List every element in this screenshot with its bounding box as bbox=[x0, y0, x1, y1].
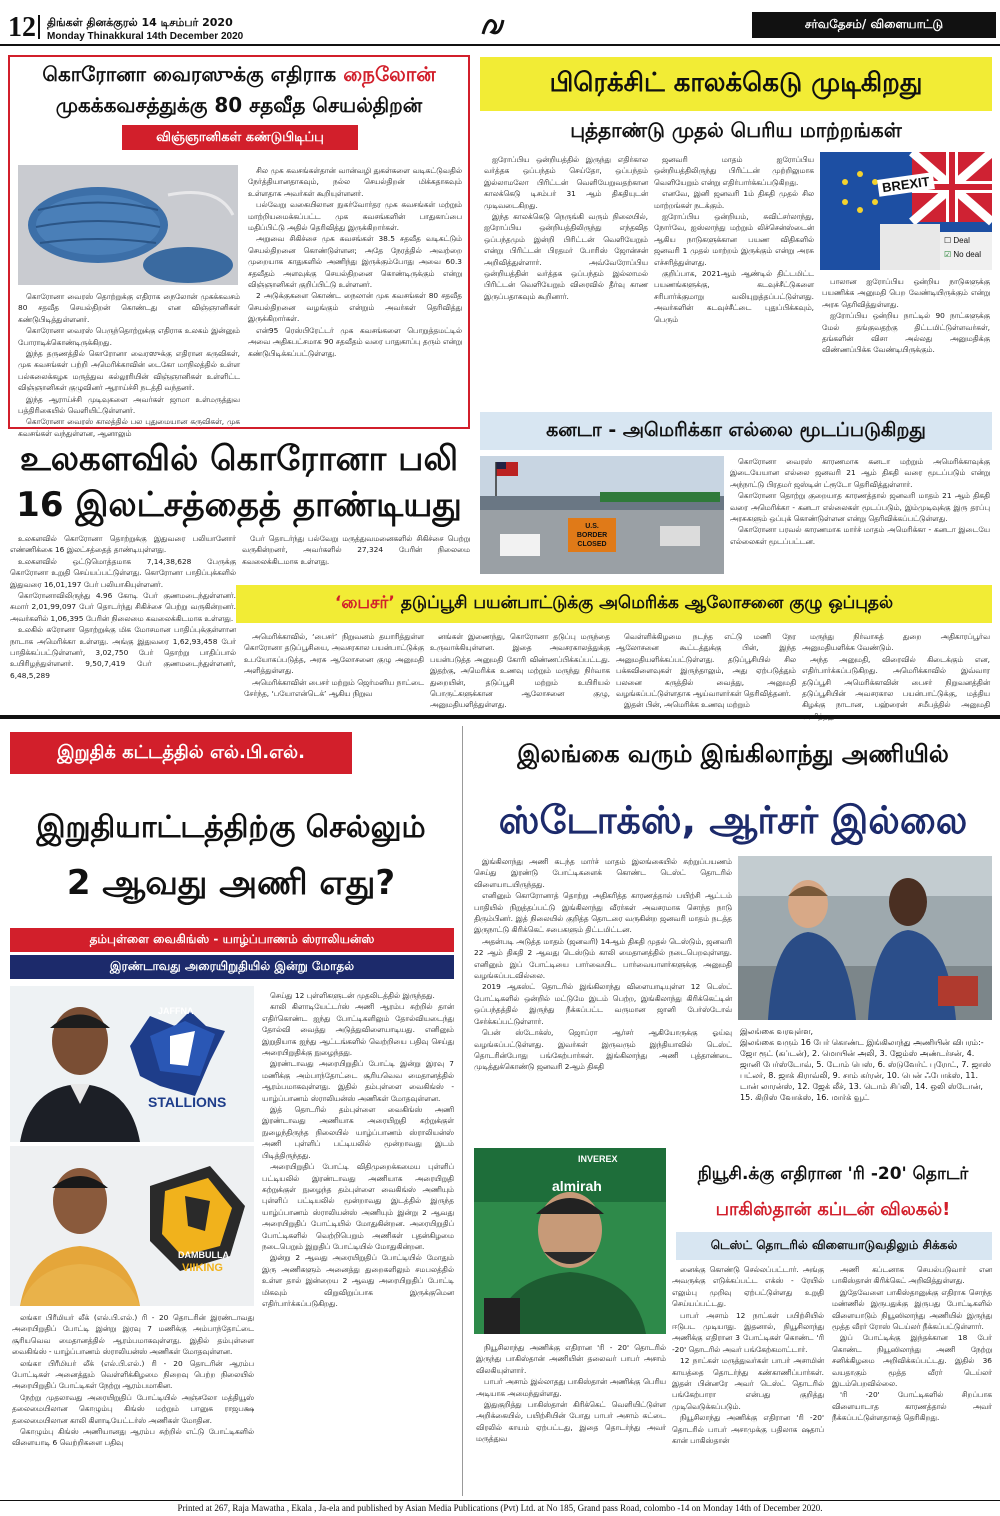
nodeal-checkbox-icon: ☑ bbox=[944, 250, 952, 259]
masthead-date-tamil: திங்கள் தினக்குரல் 14 டிசம்பர் 2020 bbox=[47, 16, 233, 29]
jaffna-player-photo bbox=[10, 986, 254, 1142]
pfizer-col2-p1: னங்கள் இணைந்து, கொரோனா தடுப்பு மருந்தை உருவாக்கியுள்ளன. இதை அவசரகாலத்துக்கு பயன்படுத்த அனுமதி கோரி விண்ணப்பிக்கப்பட்டது. இதற்கு, அமெரிக்க உணவு மற்றும் மருந்து நிர்வாக துறையின், தடுப்பூசி மற்றும் உயிரியல் பொருட்களுக்கான ஆலோசனை குழு, அனுமதியளித்துள்ளது. bbox=[430, 632, 610, 710]
deal-checkbox-icon: ☐ bbox=[944, 236, 952, 245]
lpl-col2-p3: இரண்டாவது அரையிறுதிப் போட்டி இன்று இரவு 7 மணிக்கு அம்பாந்தோட்டை சூரியவெவ மைதானத்தில் ஆரம்பமாகவுள்ளது. இதில் தம்புள்ளை வைகிங்ஸ் - யாழ்ப்பாணம் ஸ்ராலியன்ஸ் அணிகள் மோதவுள்ளன. bbox=[262, 1059, 454, 1103]
dambulla-player-photo bbox=[10, 1146, 254, 1306]
pakistan-headline-line2: பாகிஸ்தான் கப்டன் விலகல்! bbox=[715, 1199, 951, 1220]
deaths-col1-p2: உலகளவில் ஒட்டுமொத்தமாக 7,14,38,628 பேருக்கு கொரோனா உறுதி செய்யப்பட்டுள்ளது. கொரோனா பாதிப்புக்களில் இதுவரை 16,01,197 பேர் பலியாகியுள்ளனர். bbox=[10, 556, 236, 589]
brexit-col2-p1: ஜனவரி மாதம் ஐரோப்பிய ஒன்றியத்திலிருந்து பிரிட்டன் முற்றிலுமாக வெளியேறும் என்று எதிர்பார்க்கப்படுகிறது. bbox=[654, 155, 814, 187]
dambulla-logo-line2: VIIKING bbox=[182, 1262, 223, 1274]
lpl-sub2-text: இரண்டாவது அரையிறுதியில் இன்று மோதல் bbox=[109, 959, 355, 973]
pakistan-headline-line1: நியூசி.க்கு எதிரான 'ரி -20' தொடர் bbox=[697, 1164, 969, 1184]
england-squad-caption bbox=[740, 1026, 992, 1144]
brexit-col1-p1: ஐரோப்பிய ஒன்றியத்தில் இருந்து எதிர்கால வர்த்தக ஒப்பந்தம் செய்தோ, ஒப்பந்தம் இல்லாமலோ பிரிட்டன் வெளியேறுவதற்கான காலக்கெடு டிசம்பர் 31 ஆம் திகதியுடன் முடிவடைகிறது. bbox=[484, 155, 648, 210]
inverex-banner-text: INVEREX bbox=[578, 1154, 618, 1164]
lpl-sub1-text: தம்புள்ளை வைகிங்ஸ் - யாழ்ப்பாணம் ஸ்ராலியன்ஸ் bbox=[89, 932, 375, 946]
nylon-headline-highlight: நைலோன் bbox=[343, 62, 436, 86]
nylon-col1-p5: கொரோனா வைரஸ் காலத்தில் பல புதுமையான கருவிகள், முக கவசங்கள் வந்துள்ளன, ஆனாலும் bbox=[18, 417, 240, 438]
england-caption: இலங்கை வரும் 16 பேர் கொண்ட இங்கிலாந்து அணியின் விபரம்:- bbox=[740, 1038, 984, 1047]
nylon-mask-story bbox=[8, 55, 470, 438]
deaths-col1-p3: கொரோனாவிலிருந்து 4.96 கோடி பேர் குணமடைந்துள்ளனர். சுமார் 2,01,99,097 பேர் தொடர்ந்து சிகிச்சை பெற்று வருகின்றனர். அவர்களில் 1,06,395 பேரின் நிலைமை கவலைக்கிடமாக உள்ளது. bbox=[10, 591, 236, 623]
stokes-archer-photo bbox=[738, 856, 992, 1020]
brexit-col3-p2: ஐரோப்பிய ஒன்றிய நாட்டில் 90 நாட்களுக்கு மேல் தங்குவதற்கு திட்டமிட்டுள்ளவர்கள், தங்களின் விசா அல்லது அனுமதிக்கு விண்ணப்பிக்க வேண்டியிருக்கும். bbox=[822, 311, 990, 355]
border-photo bbox=[480, 456, 724, 574]
deaths-col1 bbox=[10, 533, 236, 699]
footer-imprint: Printed at 267, Raja Mawatha , Ekala , Ja-ela and published by Asian Media Publications (Pvt) Ltd. at No 185, Grand pass Road, colombo -14 on Monday 14th of December 2020. bbox=[177, 1503, 823, 1513]
pakistan-subhead-text: டெஸ்ட் தொடரில் விளையாடுவதிலும் சிக்கல் bbox=[710, 1238, 958, 1252]
brexit-col3-p1: பாலான ஐரோப்பிய ஒன்றிய நாடுகளுக்கு பயணிக்க அனுமதி பெற வேண்டியிருக்கும் என்று அரசு தெரிவித்துள்ளது. bbox=[822, 277, 990, 309]
lpl-col1 bbox=[12, 1312, 254, 1496]
pakistan-col1-p1: நியூசிலாந்து அணிக்கு எதிரான 'ரி - 20' தொடரில் இருந்து பாகிஸ்தான் அணியின் தலைவர் பாபர் அசாம் விலகியுள்ளார். bbox=[476, 1343, 666, 1375]
nodeal-checkbox-label bbox=[944, 250, 981, 259]
canada-p1: கொரோனா வைரஸ் காரணமாக கனடா மற்றும் அமெரிக்காவுக்கு இடையேயான எல்லை ஜனவரி 21 ஆம் திகதி வரை மூடப்படும் என்று அந்நாட்டு பிரதமர் ஜஸ்டின் ட்ரூடோ தெரிவித்துள்ளார். bbox=[730, 457, 990, 489]
pfizer-col3-p1: வெள்ளிக்கிழமை நடந்த எட்டு மணி நேர ஆலோசனை கூட்டத்துக்கு பின், இந்த அனுமதியளிக்கப்பட்டுள்ளது. தடுப்பூசியில் சில பக்கவிளைவுகள் இருந்தாலும், அது ஏற்படுத்தும் பலனை கருத்தில் வைத்து, அனுமதி வழங்கப்பட்டுள்ளதாக ஆய்வாளர்கள் தெரிவித்தனர். bbox=[616, 632, 796, 699]
nylon-col2-p5: என்95 ரெஸ்பிரேட்டர் முக கவசங்களை பொறுத்தமட்டில் அவை அதிகபட்சமாக 90 சதவீதம் வரை பாதுகாப்பு தரும் என்று கண்டுபிடிக்கப்பட்டுள்ளது. bbox=[248, 325, 462, 358]
nylon-headline-line2: முகக்கவசத்துக்கு 80 சதவீத செயல்திறன் bbox=[55, 93, 423, 117]
brexit-col3 bbox=[822, 276, 990, 406]
england-p1: இங்கிலாந்து அணி கடந்த மார்ச் மாதம் இலங்கையில் சுற்றுப்பயணம் செய்து இரண்டு போட்டிகளைக் கொண்ட டெஸ்ட் தொடரில் விளையாடயிருந்தது. bbox=[474, 857, 732, 889]
nylon-col2-p3: அறுவை சிகிச்சை முக கவசங்கள் 38.5 சதவீத வடிகட்டும் செயல்திறனை கொண்டுள்ளன; அதே நேரத்தில் அவற்றை முறையாக காதுகளில் அணிந்து இருக்கும்போது அவை 60.3 சதவீதம் அளவுக்கு செயல்திறனை கொண்டிருக்கும் என்று விஞ்ஞானிகள் குறிப்பிட்டு உள்ளனர். bbox=[248, 234, 462, 290]
pfizer-col3 bbox=[616, 631, 796, 710]
brexit-col1 bbox=[484, 154, 648, 406]
nylon-col2 bbox=[248, 165, 462, 425]
england-headline-line2: ஸ்டோக்ஸ், ஆர்சர் இல்லை bbox=[498, 798, 968, 842]
lpl-sub1 bbox=[10, 928, 454, 952]
pfizer-col1 bbox=[244, 631, 424, 703]
nylon-col1-p2: கொரோனா வைரஸ் பெருந்தொற்றுக்கு எதிராக உலகம் இன்னும் போராடிக்கொண்டிருக்கிறது. bbox=[18, 326, 240, 347]
lpl-col2-p2: காலி கிளாடியேட்டர்ஸ் அணி ஆரம்ப சுற்றில் தான் எதிர்கொண்ட ஐந்து போட்டிகளிலும் தோல்வியடைந்து தோல்வி வைத்து அடுத்துவிளையாடியது. எனினும் இறுதியாக ஐந்து ஆட்டங்களில் வெற்றியை பதிவு செய்து அரையிறுதிக்கு நுழைந்தது. bbox=[262, 1002, 454, 1058]
nylon-headline-line1 bbox=[10, 60, 468, 88]
pfizer-col1-p1: அமெரிக்காவில், ‘பைசர்’ நிறுவனம் தயாரித்துள்ள கொரோனா தடுப்பூசியை, அவசரகால பயன்பாட்டுக்கு உபயோகப்படுத்த, அரசு ஆலோசனை குழு அனுமதி அளித்துள்ளது. bbox=[244, 632, 424, 676]
brexit-col1-p2: இந்த காலக்கெடு நெருங்கி வரும் நிலையில், ஐரோப்பிய ஒன்றியத்திலிருந்து எந்தவித ஒப்பந்தமும் இன்றி பிரிட்டன் வெளியேறும் என்று பிரிட்டன் பிரதமர் போரிஸ் ஜோன்சன் அறிவித்துள்ளார். அவ்வேரோப்பிய ஒன்றியத்தின் வர்த்தக ஒப்பந்தம் இல்லாமல் பிரிட்டன் வெளியேறும் விரைவில் தீர்வு காண இருப்பதாகவும் கூறினார். bbox=[484, 212, 648, 301]
brexit-headline-banner bbox=[480, 57, 992, 111]
masthead bbox=[0, 0, 1000, 46]
deaths-col1-p1: உலகளவில் கொரோனா தொற்றுக்கு இதுவரை பலியானோர் எண்ணிக்கை 16 இலட்சத்தைத் தாண்டியுள்ளது. bbox=[10, 534, 236, 555]
pakistan-col3-p3: இப் போட்டிக்கு இந்தக்கான 18 பேர் கொண்ட நியூஸிலாந்து அணி நேற்று சனிக்கிழமை அறிவிக்கப்பட்டது. இதில் 36 வயதாகும் மூத்த வீரர் டெய்லர் இடம்பெறவில்லை. bbox=[832, 1333, 992, 1389]
vertical-column-rule bbox=[462, 726, 463, 1496]
pakistan-col2-p2: பாபர் அசாம் 12 நாட்கள் பயிற்சியில் ஈடுபட முடியாது. இதனால், நியூசிலாந்து அணிக்கு எதிரான 3 போட்டிகள் கொண்ட 'ரி -20' தொடரில் அவர் பங்கேற்கமாட்டார். bbox=[672, 1310, 824, 1354]
pakistan-subhead bbox=[676, 1232, 992, 1260]
deaths-col2 bbox=[242, 533, 470, 593]
lpl-col2-p1: செய்து 12 புள்ளிகளுடன் முதலிடத்தில் இருந்தது. bbox=[270, 991, 435, 1000]
brexit-col2-p2: எனவே, இனி ஜனவரி 1ம் திகதி முதல் சில மாற்றங்கள் நடக்கும். bbox=[654, 189, 814, 210]
canada-text bbox=[730, 456, 990, 574]
pfizer-col4-p2: அந்த அனுமதி, விரைவில் கிடைக்கும் என, எதிர்பார்க்கப்படுகிறது. அமெரிக்காவில் இவ்வார தடுப்பூசி அமெரிக்காவின் பைசர் நிறுவனத்தின் தடுப்பூசியின் அவசரகால பயன்பாட்டுக்கு, மத்திய கிழக்கு நாடான, பஹ்ரைன் சமீபத்தில் அனுமதி bbox=[802, 654, 990, 710]
pakistan-col1-p2: பாபர் அசாம் இல்லாதது பாகிஸ்தான் அணிக்கு பெரிய அடியாக அமைந்துள்ளது. bbox=[476, 1377, 666, 1398]
pfizer-col1-p2: அமெரிக்காவின் பைசர் மற்றும் ஜெர்மனிய நாட்டை சேர்ந்த, ‘பயோஎன்டெக்’ ஆகிய நிறுவ bbox=[244, 677, 424, 699]
lpl-headline-line1: இறுதியாட்டத்திற்கு செல்லும் bbox=[36, 810, 426, 845]
deal-checkbox-label bbox=[944, 236, 970, 245]
pfizer-col3-p2: இதன் பின், அமெரிக்க உணவு மற்றும் bbox=[624, 700, 750, 710]
section-label-text: சர்வதேசம்/ விளையாட்டு bbox=[804, 17, 944, 31]
nylon-col1-p3: இந்த தருணத்தில் கொரோனா வைரஸுக்கு எதிரான கருவிகள், முக கவசங்கள் பற்றி அமெரிக்காவின் டைகோ மாநிலத்தில் உள்ள பல்கலைக்கழக மருத்துவ கல்லூரியின் விஞ்ஞானிகள் உள்ளிட்ட விஞ்ஞானிகள் குழுவினர் ஆராய்ச்சி நடத்தி வந்தனர். bbox=[18, 349, 240, 393]
brexit-word: BREXIT bbox=[877, 172, 934, 197]
mask-photo bbox=[18, 165, 238, 285]
nylon-col1-p1: கொரோனா வைரஸ் தொற்றுக்கு எதிராக நைலோன் முகக்கவசம் 80 சதவீத செயல்திறன் கொண்டது என விஞ்ஞானிகள் கண்டுபிடித்துள்ளனர். bbox=[18, 292, 240, 324]
england-squad-list: ஜோ ரூட் (கப்டன்), 2. மொயின் அலி, 3. ஜேம்ஸ் அண்டர்சன், 4. ஜானி பேர்ஸ்டோவ், 5. டோம் பெஸ், 6. ஸ்டுவேர்ட் புரோட், 7. ஜாஸ் பட்லர், 8. ஜாக் கிராவ்லி, 9. சாம் கர்ரன், 10. பென் ஃபோக்ஸ், 11. டான் லாரன்ஸ், 12. ஜேக் லீச், 13. டொம் சிப்லி, 14. ஒலி ஸ்டோன், 15. கிறிஸ் வோக்ஸ், 16. மார்க் வூட் bbox=[740, 1049, 991, 1102]
brexit-headline: பிரெக்சிட் காலக்கெடு முடிகிறது bbox=[549, 67, 923, 98]
border-sign-text: U.S. BORDER CLOSED bbox=[576, 523, 608, 548]
england-p5: பென் ஸ்டோக்ஸ், ஜொப்ரா ஆர்சர் ஆகியோருக்கு ஓய்வு வழங்கப்பட்டுள்ளது. இவர்கள் இருவரும் இந்தியாவில் டெஸ்ட் தொடரின்போது பங்கேற்பார்கள். இங்கிலாந்து அணி புத்தாண்டை முடித்துக்கொண்டு ஜனவரி 2ஆம் திகதி bbox=[474, 1028, 732, 1072]
nylon-subhead bbox=[122, 125, 358, 150]
babar-azam-photo bbox=[474, 1148, 666, 1334]
pakistan-col1 bbox=[476, 1342, 666, 1496]
lpl-col2-p6: இன்று 2 ஆவது அரையிறுதிப் போட்டியில் மோதும் இரு அணிகளும் அனைத்து துறைகளிலும் சமபலத்தில் உள்ள தால் இன்றைய 2 ஆவது அரையிறுதிப் போட்டி மிகவும் விறுவிறுப்பாக இருக்குமென எதிர்பார்க்கப்படுகிறது. bbox=[262, 1253, 454, 1308]
pakistan-col1-p3: இதுகுறித்து பாகிஸ்தான் கிரிக்கெட் வெளியிட்டுள்ள அறிக்கையில், பயிற்சியின் போது பாபர் அசாம் கட்டை விரலில் காயம் ஏற்பட்டது, இதை தொடர்ந்து அவர் மருத்துவ bbox=[476, 1400, 666, 1444]
dambulla-logo-line1: DAMBULLA bbox=[178, 1250, 229, 1260]
deaths-headline-line1: உலகளவில் கொரோனா பலி bbox=[19, 439, 459, 479]
lpl-col2-p5: அரையிறுதிப் போட்டி விதிமுறைக்கமைய புள்ளிப் பட்டியலில் இரண்டாவது அணியாக அரையிறுதி சுற்றுக்குள் நுழைந்த தம்புள்ளை வைகிங்ஸ் அணியும் புள்ளிப் பட்டியலில் மூன்றாவது இடத்தில் இருந்த யாழ்ப்பாணம் ஸ்ராலியன்ஸ் அணியும் இன்று 2 ஆவது அரையிறுதிப் போட்டியில் மோதுகின்றன. அரையிறுதிப் போட்டிகளில் வெற்றிபெறும் அணிகள் புதன்கிழமை நடைபெறும் இறுதிப் போட்டியில் மோதுகின்றன. bbox=[262, 1162, 454, 1251]
page-number: 12 bbox=[8, 12, 36, 43]
brexit-puzzle-image bbox=[820, 152, 992, 270]
england-p3: அதன்படி அடுத்த மாதம் (ஜனவரி) 14ஆம் திகதி முதல் டெஸ்டும், ஜனவரி 22 ஆம் திகதி 2 ஆவது டெஸ்டும் காலி மைதானத்தில் நடைபெறவுள்ளது. எனினும் இப் போட்டியை பார்வையிட பார்வையாளர்களுக்கு அனுமதி வழங்கப்படவில்லை. bbox=[474, 936, 732, 981]
canada-headline: கனடா - அமெரிக்கா எல்லை மூடப்படுகிறது bbox=[546, 418, 926, 441]
masthead-divider bbox=[38, 15, 40, 39]
pfizer-col2 bbox=[430, 631, 610, 710]
lpl-col1-p3: நேற்று முதலாவது அரையிறுதிப் போட்டியில் அஞ்சலோ மத்தியூஸ் தலைமையிலான கொழும்பு கிங்ஸ் மற்றும் பானுக ராஜபக்ஷ தலைமையிலான காலி கிளாடியேட்டர்ஸ் அணிகள் மோதின. bbox=[12, 1392, 254, 1425]
nylon-headline-part1: கொரோனா வைரஸுக்கு எதிராக bbox=[42, 62, 337, 86]
brexit-col2-p4: குறிப்பாக, 2021ஆம் ஆண்டில் திட்டமிட்ட பயணங்களுக்கு, கடவுச்சீட்டுகளை சரிபார்க்குமாறு வலியுறுத்தப்பட்டுள்ளது. அவர்களின் கடவுச்சீட்டை புதுப்பிக்கவும், பெரும் bbox=[654, 269, 814, 324]
nylon-col2-p2: பல்வேறு வகையிலான நுகர்வோர்தர முக கவசங்கள் மற்றும் மாற்றியமைக்கப்பட்ட முக கவசங்களின் பாதுகாப்பை மதிப்பிட்டு அதில் தெரிவித்து இருக்கிறார்கள். bbox=[248, 200, 462, 233]
pakistan-col2-p1: னைக்கு கொண்டு செல்லப்பட்டார். அங்கு அவருக்கு எடுக்கப்பட்ட எக்ஸ் - ரேயில் எலும்பு முறிவு ஏற்பட்டுள்ளது உறுதி செய்யப்பட்டது. bbox=[672, 1265, 824, 1309]
pfizer-col4-p1: மருந்து நிர்வாகத் துறை அதிகாரப்பூர்வ அனுமதியளிக்க வேண்டும். bbox=[802, 632, 990, 653]
jaffna-logo-line1: JAFFNA bbox=[158, 1006, 194, 1016]
lpl-col1-p4: கொழும்பு கிங்ஸ் அணியானது ஆரம்ப சுற்றில் எட்டு போட்டிகளில் விளையாடி 6 வெற்றிகளை பதிவு bbox=[12, 1427, 254, 1448]
pfizer-headline-rest: தடுப்பூசி பயன்பாட்டுக்கு அமெரிக்க ஆலோசனை குழு ஒப்புதல் bbox=[400, 593, 894, 613]
pakistan-col3-p1: அணி கப்டனாக செயல்படுவார் என பாகிஸ்தான் கிரிக்கெட் அறிவித்துள்ளது. bbox=[832, 1265, 992, 1286]
pfizer-headline-quoted: ‘பைசர்’ bbox=[334, 593, 395, 613]
canada-p3: கொரோனா பரவல் காரணமாக மார்ச் மாதம் அமெரிக்கா - கனடா இடையே எல்லைகள் மூடப்பட்டன. bbox=[730, 525, 990, 546]
lpl-col1-p2: லங்கா பிரீமியர் லீக் (எல்.பி.எல்.) ரி - 20 தொடரின் ஆரம்ப போட்டிகள் அனைத்தும் வெள்ளிக்கிழமை நிறைவு பெற்ற நிலையில் அரையிறுதிப் போட்டிகள் நேற்று ஆரம்பமாகின. bbox=[12, 1358, 254, 1391]
pakistan-col3-p2: இதேவேளை பாகிஸ்தானுக்கு எதிராக சொந்த மண்ணில் இருபதுக்கு இருபது போட்டிகளில் விளையாடும் நியூஸிலாந்து அணியில் இருந்து மூத்த வீரர் ரோஸ் டெய்லர் நீக்கப்பட்டுள்ளார். bbox=[832, 1287, 992, 1332]
nylon-col1 bbox=[18, 291, 240, 438]
lpl-col1-p1: லங்கா பிரீமியர் லீக் (எல்.பி.எல்.) ரி - 20 தொடரின் இரண்டாவது அரையிறுதிப் போட்டி இன்று இரவு 7 மணிக்கு அம்பாந்தோட்டை சூரியவெவ மைதானத்தில் ஆரம்பமாகவுள்ளது. இதில் தம்புள்ளை வைகிங்ஸ் - யாழ்ப்பாணம் ஸ்ராலியன்ஸ் அணிகள் மோதவுள்ளன. bbox=[12, 1313, 254, 1357]
england-caption-intro: இலங்கை வரவுள்ள, bbox=[740, 1027, 814, 1036]
england-p2: எனினும் கொரோனாத் தொற்று அதிகரித்த காரணத்தால் பயிற்சி ஆட்டம் பாதியில் நிறுத்தப்பட்டு இங்கிலாந்து வீரர்கள் அவசரமாக சொந்த நாடு திரும்பினர். இத் நிலையில் குறித்த தொடரை வருகின்ற ஜனவரி மாதம் நடத்த இருநாட்டு கிரிக்கெட் சபைகளும் திட்டமிட்டன. bbox=[474, 891, 732, 935]
pakistan-col2-p4: நியூசிலாந்து அணிக்கு எதிரான 'ரி -20' தொடரில் பாபர் அசாமுக்கு பதிலாக ஷதாப் கான் பாகிஸ்தான் bbox=[672, 1413, 824, 1446]
lpl-sub2 bbox=[10, 955, 454, 979]
brexit-col2 bbox=[654, 154, 814, 406]
masthead-date-english: Monday Thinakkural 14th December 2020 bbox=[47, 31, 244, 42]
lpl-tag-text: இறுதிக் கட்டத்தில் எல்.பி.எல். bbox=[57, 741, 305, 763]
jaffna-logo-line2: STALLIONS bbox=[148, 1094, 227, 1110]
deaths-col2-p1: பேர் தொடர்ந்து பல்வேறு மருத்துவமனைகளில் சிகிச்சை பெற்று வருகின்றனர், அவர்களில் 27,324 பேரின் நிலைமை கவலைக்கிடமாக உள்ளது. bbox=[242, 534, 470, 566]
lpl-col2-p4: இத் தொடரில் தம்புள்ளை வைகிங்ஸ் அணி இரண்டாவது அணியாக அரையிறுதி சுற்றுக்குள் நுழைந்திருந்த நிலையில் யாழ்ப்பாணம் ஸ்ராலியன்ஸ் அணி புள்ளிப் பட்டியலில் மூன்றாவது இடம் பிடித்திருந்தது. bbox=[262, 1105, 454, 1160]
section-label bbox=[752, 12, 996, 38]
pakistan-col3 bbox=[832, 1264, 992, 1496]
lpl-headline-line2: 2 ஆவது அணி எது? bbox=[66, 863, 396, 903]
deal-text: Deal bbox=[953, 236, 970, 245]
pfizer-col4 bbox=[802, 631, 990, 710]
deaths-headline-line2: 16 இலட்சத்தைத் தாண்டியது bbox=[16, 485, 462, 525]
pakistan-col3-p4: 'ரி -20' போட்டிகளில் சிறப்பாக விளையாடாத காரணத்தால் அவர் நீக்கப்பட்டுள்ளதாகத் தெரிகிறது. bbox=[832, 1390, 992, 1423]
england-p4: 2019 ஆகஸ்ட் தொடரில் இங்கிலாந்து விளையாடியுள்ள 12 டெஸ்ட் போட்டிகளில் ஒன்றில் மட்டுமே இடம் பெற்ற, இங்கிலாந்து கிரிக்கெட்டின் ஒப்பந்தத்தில் இருந்து நீக்கப்பட்ட வருமான ஜானி பேர்ஸ்டோவ் சேர்க்கப்பட்டுள்ளார். bbox=[474, 982, 732, 1026]
canada-p2: கொரோனா தொற்று குறையாத காரணத்தால் ஜனவரி மாதம் 21 ஆம் திகதி வரை அமெரிக்கா - கனடா எல்லைகள் மூடப்படும், இம்முடிவுக்கு இரு தரப்பு அரசுகளும் ஒப்புக் கொண்டுள்ளன என்று தெரிவிக்கப்பட்டுள்ளது. bbox=[730, 491, 990, 524]
pakistan-col2-p3: 12 நாட்கள் மருத்துவர்கள் பாபர் அசாமின் காயத்தை தொடர்ந்து கண்காணிப்பார்கள். இதன் பின்னரே அவர் டெஸ்ட் தொடரில் பங்கேற்பாரா என்பது குறித்து முடிவெடுக்கப்படும். bbox=[672, 1356, 824, 1411]
pakistan-col2 bbox=[672, 1264, 824, 1496]
nylon-col2-p4: 2 அடுக்குகளை கொண்ட நைலான் முக கவசங்கள் 80 சதவீத செயல்திறனை வழங்கும் என்றும் அவர்கள் தெரிவித்து இருக்கிறார்கள். bbox=[248, 291, 462, 324]
nylon-col1-p4: இந்த ஆராய்ச்சி முடிவுகளை அவர்கள் ஜாமா உள்மருத்துவ பத்திரிகையில் வெளியிட்டுள்ளனர். bbox=[18, 394, 240, 416]
england-text bbox=[474, 856, 732, 1142]
nodeal-text: No deal bbox=[953, 250, 981, 259]
nylon-col2-p1: சில முக கவசங்கள்தான் வான்வழி துகள்களை வடிகட்டுவதில் நேர்த்தியானதாகவும், நல்ல செயல்திறன் மிக்கதாகவும் உள்ளதாக அவர்கள் கூறியுள்ளனர். bbox=[248, 166, 462, 198]
footer-rule bbox=[0, 1500, 1000, 1501]
masthead-rule bbox=[0, 44, 1000, 46]
lpl-tag bbox=[10, 732, 352, 774]
lpl-col2 bbox=[262, 990, 454, 1496]
section-divider-rule bbox=[0, 715, 1000, 719]
brexit-subhead: புத்தாண்டு முதல் பெரிய மாற்றங்கள் bbox=[570, 118, 902, 142]
canada-headline-banner bbox=[480, 412, 992, 450]
brexit-col2-p3: ஐரோப்பிய ஒன்றியம், சுவிட்சர்லாந்து, நோர்வே, ஐஸ்லாந்து மற்றும் லிச்சென்ஸ்டைன் ஆகிய நாடுகளுக்கான பயண விதிகளில் ஜனவரி 1 முதல் மாற்றம் இருக்கும் என்று அரசு எச்சரித்துள்ளது. bbox=[654, 212, 814, 267]
almirah-banner-text: almirah bbox=[552, 1178, 602, 1194]
pfizer-headline-banner bbox=[236, 585, 992, 623]
nylon-subhead-text: விஞ்ஞானிகள் கண்டுபிடிப்பு bbox=[156, 129, 324, 145]
england-headline-line1: இலங்கை வரும் இங்கிலாந்து அணியில் bbox=[517, 740, 949, 768]
deaths-col1-p4: உலகில் கரோனா தொற்றுக்கு மிக மோசமான பாதிப்புக்குள்ளான நாடாக அமெரிக்கா உள்ளது. அங்கு இதுவரை 1,62,93,458 பேர் பாதிக்கப்பட்டுள்ளனர், 3,02,750 பேர் தொற்று பாதிப்பால் உயிரிழந்துள்ளனர். 9,50,7,419 பேர் குணமடைந்துள்ளனர், 6,48,5,289 bbox=[10, 625, 236, 680]
masthead-logo-icon bbox=[480, 14, 506, 40]
